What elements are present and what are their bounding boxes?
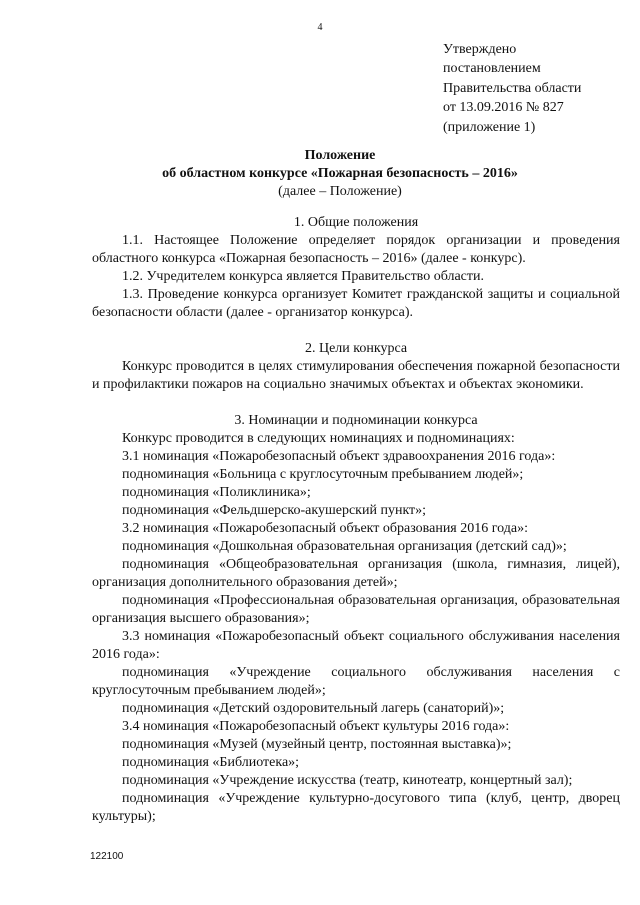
list-item: подноминация «Профессиональная образовательная организация, образовательная организация высшего образования»; xyxy=(92,593,620,626)
list-item: подноминация «Библиотека»; xyxy=(122,755,300,770)
list-item: подноминация «Учреждение социального обслуживания населения с круглосуточным пребыванием людей»; xyxy=(92,665,620,698)
list-item: подноминация «Больница с круглосуточным пребыванием людей»; xyxy=(122,467,524,482)
title-line-2: об областном конкурсе «Пожарная безопасность – 2016» xyxy=(162,166,518,181)
approval-stamp xyxy=(443,40,581,137)
section-2-heading: 2. Цели конкурса xyxy=(304,341,408,356)
paragraph-1-3: 1.3. Проведение конкурса организует Комитет гражданской защиты и социальной безопасности области (далее - организатор конкурса). xyxy=(92,287,620,320)
list-item: подноминация «Учреждение искусства (театр, кинотеатр, концертный зал); xyxy=(122,773,573,788)
approval-line: Правительства области xyxy=(443,80,582,96)
list-item: подноминация «Учреждение культурно-досугового типа (клуб, центр, дворец культуры); xyxy=(92,791,620,824)
title-line-3: (далее – Положение) xyxy=(278,184,402,199)
document-title xyxy=(60,147,620,201)
list-item: Конкурс проводится в следующих номинациях и подноминациях: xyxy=(122,431,515,446)
list-item: подноминация «Музей (музейный центр, постоянная выставка)»; xyxy=(122,737,512,752)
document-body xyxy=(92,214,620,826)
list-item: подноминация «Общеобразовательная организация (школа, гимназия, лицей), организация дополнительного образования детей»; xyxy=(92,557,620,590)
approval-line: (приложение 1) xyxy=(443,119,536,135)
list-item: подноминация «Дошкольная образовательная организация (детский сад)»; xyxy=(122,539,567,554)
paragraph-1-1: 1.1. Настоящее Положение определяет порядок организации и проведения областного конкурса «Пожарная безопасность – 2016» (далее - конкурс). xyxy=(92,233,620,266)
list-item: подноминация «Фельдшерско-акушерский пункт»; xyxy=(122,503,427,518)
paragraph-2-1: Конкурс проводится в целях стимулирования обеспечения пожарной безопасности и профилактики пожаров на социально значимых объектах и объектах экономики. xyxy=(92,359,620,392)
list-item: 3.1 номинация «Пожаробезопасный объект здравоохранения 2016 года»: xyxy=(122,449,556,464)
list-item: 3.2 номинация «Пожаробезопасный объект образования 2016 года»: xyxy=(122,521,528,536)
title-line-1: Положение xyxy=(304,148,376,163)
list-item: подноминация «Поликлиника»; xyxy=(122,485,311,500)
document-code: 122100 xyxy=(90,851,124,862)
section-3-heading: 3. Номинации и подноминации конкурса xyxy=(234,413,478,428)
page-number: 4 xyxy=(317,22,323,33)
list-item: подноминация «Детский оздоровительный лагерь (санаторий)»; xyxy=(122,701,505,716)
list-item: 3.3 номинация «Пожаробезопасный объект социального обслуживания населения 2016 года»: xyxy=(92,629,620,662)
approval-line: Утверждено xyxy=(443,42,517,57)
section-1-heading: 1. Общие положения xyxy=(293,215,419,230)
paragraph-1-2: 1.2. Учредителем конкурса является Правительство области. xyxy=(122,269,484,284)
approval-line: от 13.09.2016 № 827 xyxy=(443,100,564,116)
list-item: 3.4 номинация «Пожаробезопасный объект культуры 2016 года»: xyxy=(122,719,510,734)
approval-line: постановлением xyxy=(443,61,541,77)
